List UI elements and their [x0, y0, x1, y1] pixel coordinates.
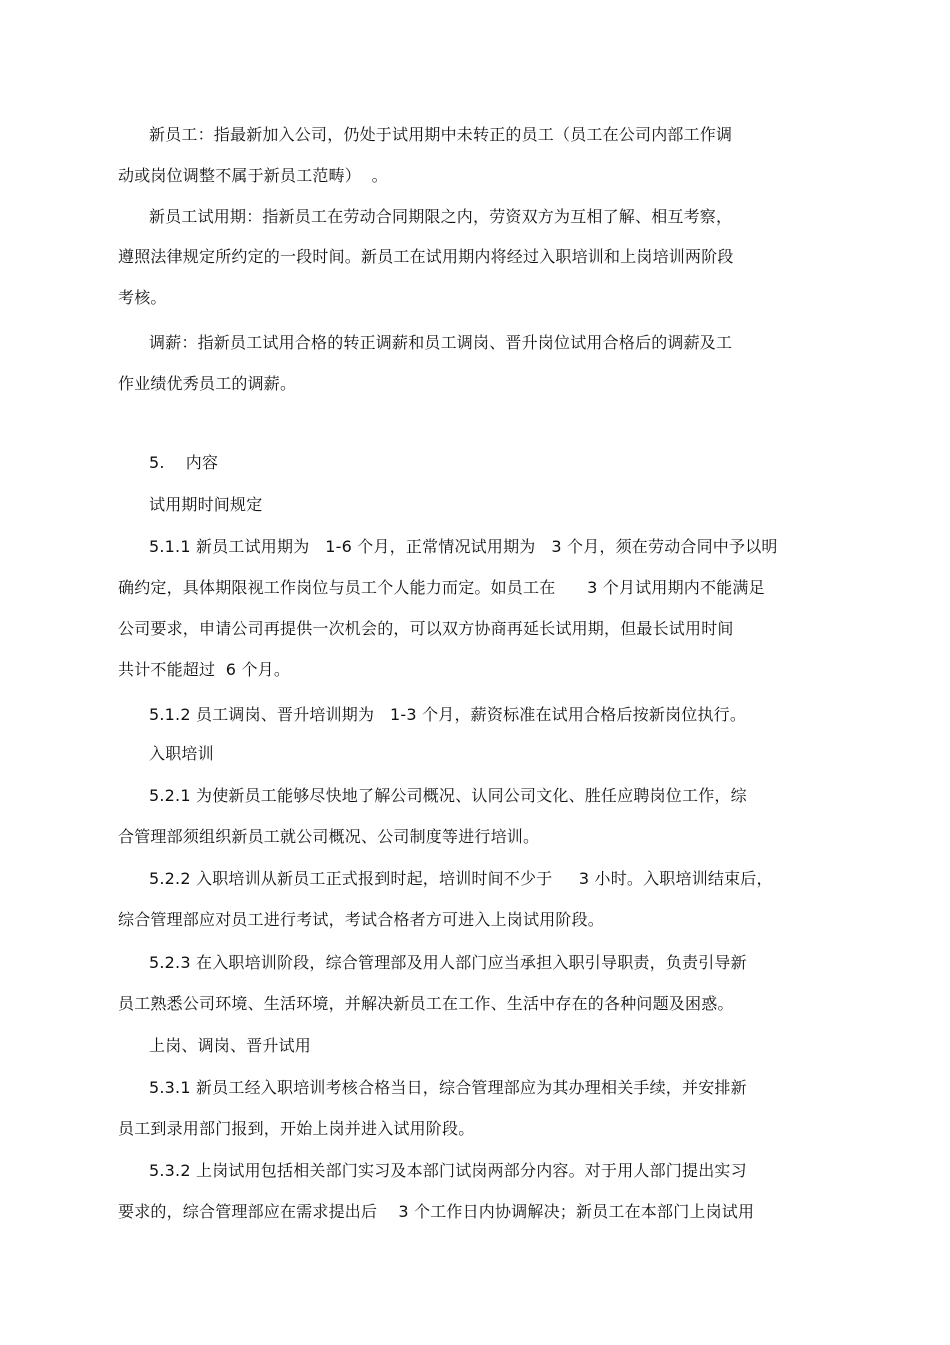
clause-5-2-2-line-2: 综合管理部应对员工进行考试，考试合格者方可进入上岗试用阶段。	[118, 910, 605, 929]
definition-salary-adjust-line-2: 作业绩优秀员工的调薪。	[118, 374, 297, 393]
definition-probation-line-1: 新员工试用期：指新员工在劳动合同期限之内，劳资双方为互相了解、相互考察，	[149, 207, 733, 226]
definition-salary-adjust-line-1: 调薪：指新员工试用合格的转正调薪和员工调岗、晋升岗位试用合格后的调薪及工	[149, 333, 733, 352]
section-heading-content: 5. 内容	[149, 453, 219, 472]
clause-5-1-1-line-1: 5.1.1 新员工试用期为 1-6 个月，正常情况试用期为 3 个月，须在劳动合同中予以明	[149, 537, 778, 556]
clause-5-1-2: 5.1.2 员工调岗、晋升培训期为 1-3 个月，薪资标准在试用合格后按新岗位执行。	[149, 705, 747, 724]
clause-5-1-1-line-2: 确约定，具体期限视工作岗位与员工个人能力而定。如员工在 3 个月试用期内不能满足	[118, 578, 765, 597]
clause-5-2-1-line-2: 合管理部须组织新员工就公司概况、公司制度等进行培训。	[118, 827, 540, 846]
definition-probation-line-2: 遵照法律规定所约定的一段时间。新员工在试用期内将经过入职培训和上岗培训两阶段	[118, 247, 734, 266]
clause-5-1-1-line-3: 公司要求，申请公司再提供一次机会的，可以双方协商再延长试用期，但最长试用时间	[118, 619, 734, 638]
clause-5-3-1-line-2: 员工到录用部门报到，开始上岗并进入试用阶段。	[118, 1119, 475, 1138]
definition-new-employee-line-1: 新员工：指最新加入公司，仍处于试用期中未转正的员工（员工在公司内部工作调	[149, 125, 733, 144]
clause-5-3-2-line-1: 5.3.2 上岗试用包括相关部门实习及本部门试岗两部分内容。对于用人部门提出实习	[149, 1161, 747, 1180]
clause-5-3-1-line-1: 5.3.1 新员工经入职培训考核合格当日，综合管理部应为其办理相关手续，并安排新	[149, 1078, 747, 1097]
subsection-heading-onboarding-training: 入职培训	[149, 744, 214, 763]
clause-5-3-2-line-2: 要求的，综合管理部应在需求提出后 3 个工作日内协调解决；新员工在本部门上岗试用	[118, 1202, 755, 1221]
clause-5-2-3-line-1: 5.2.3 在入职培训阶段，综合管理部及用人部门应当承担入职引导职责，负责引导新	[149, 953, 747, 972]
subsection-heading-probation-period: 试用期时间规定	[149, 495, 263, 514]
clause-5-1-1-line-4: 共计不能超过 6 个月。	[118, 660, 291, 679]
clause-5-2-2-line-1: 5.2.2 入职培训从新员工正式报到时起，培训时间不少于 3 小时。入职培训结束后，	[149, 869, 773, 888]
definition-new-employee-line-2: 动或岗位调整不属于新员工范畴） 。	[118, 166, 388, 185]
clause-5-2-1-line-1: 5.2.1 为使新员工能够尽快地了解公司概况、认同公司文化、胜任应聘岗位工作，综	[149, 786, 747, 805]
definition-probation-line-3: 考核。	[118, 288, 167, 307]
clause-5-2-3-line-2: 员工熟悉公司环境、生活环境，并解决新员工在工作、生活中存在的各种问题及困惑。	[118, 994, 734, 1013]
subsection-heading-onboard-transfer-promotion: 上岗、调岗、晋升试用	[149, 1036, 312, 1055]
